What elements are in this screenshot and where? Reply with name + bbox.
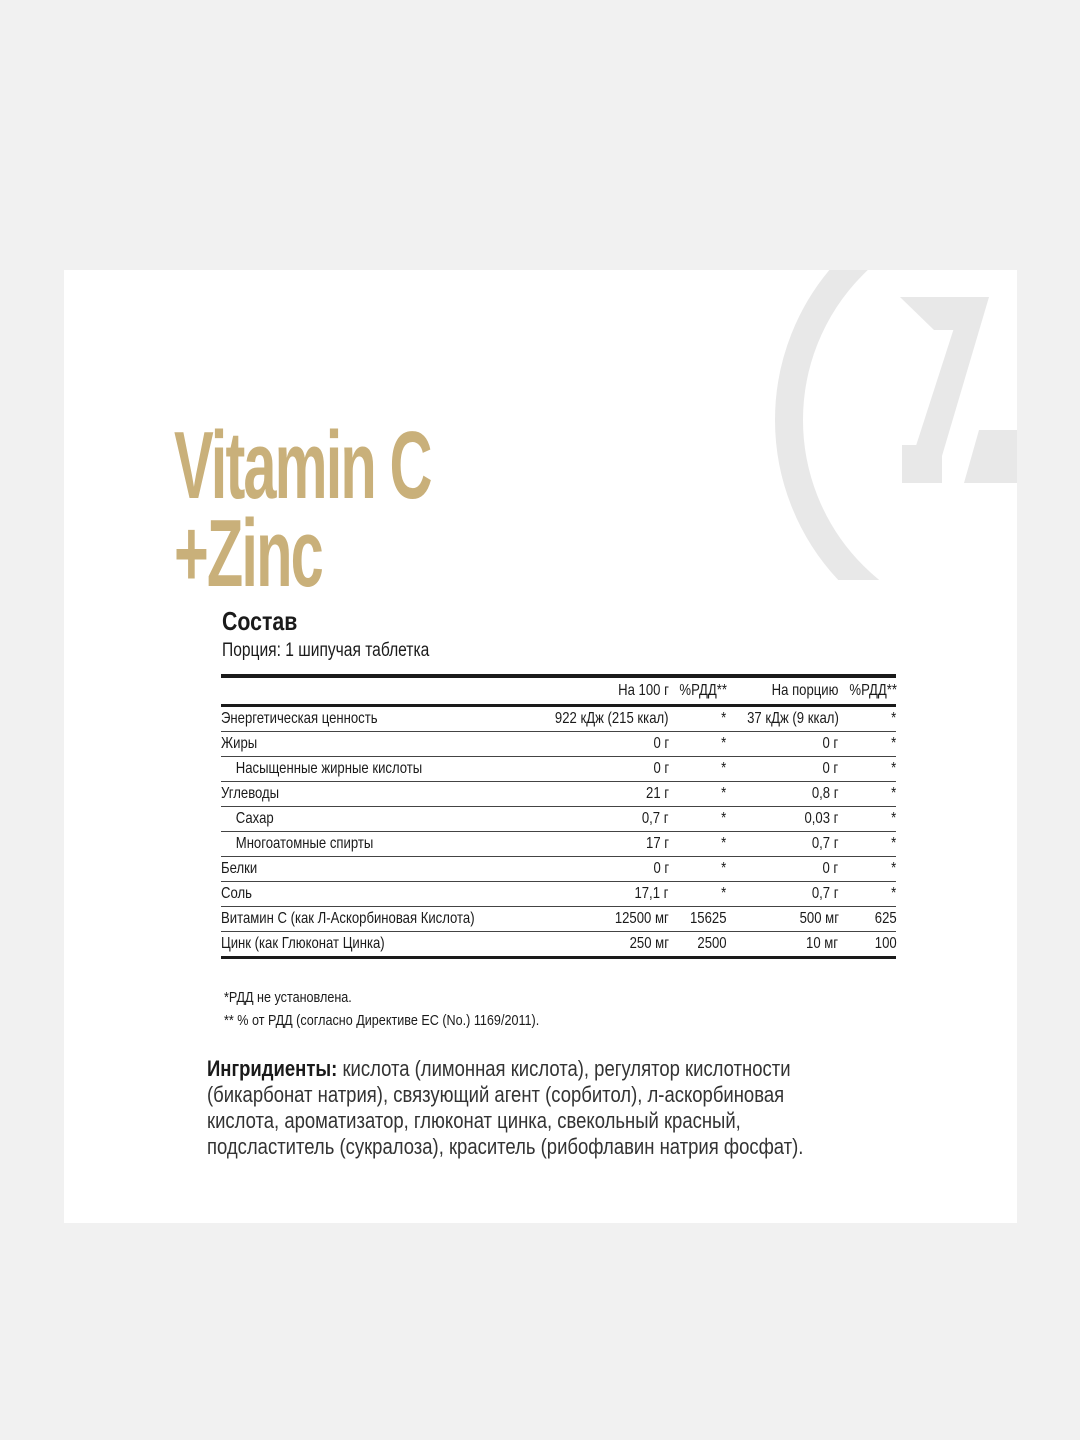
- table-cell-rdd-serving: 625: [839, 907, 897, 932]
- table-cell-rdd100: 2500: [669, 932, 727, 958]
- table-cell-rdd-serving: *: [839, 807, 897, 832]
- product-title: [174, 412, 588, 607]
- table-cell-per100: 0,7 г: [530, 807, 669, 832]
- table-cell-rdd-serving: *: [839, 832, 897, 857]
- table-cell-per100: 250 мг: [530, 932, 669, 958]
- table-cell-rdd100: 15625: [669, 907, 727, 932]
- table-row: [221, 706, 896, 732]
- table-cell-name: Сахар: [221, 807, 530, 832]
- table-cell-name: Витамин С (как Л-Аскорбиновая Кислота): [221, 907, 530, 932]
- table-cell-per-serving: 37 кДж (9 ккал): [727, 706, 839, 732]
- table-cell-per-serving: 0,8 г: [727, 782, 839, 807]
- portion-info: Порция: 1 шипучая таблетка: [222, 640, 430, 661]
- table-cell-name: Насыщенные жирные кислоты: [221, 757, 530, 782]
- table-cell-per100: 0 г: [530, 732, 669, 757]
- table-cell-rdd-serving: *: [839, 857, 897, 882]
- table-cell-per-serving: 0,03 г: [727, 807, 839, 832]
- footnotes: [224, 986, 539, 1032]
- table-header-per100: На 100 г: [618, 682, 669, 699]
- table-cell-rdd-serving: *: [839, 882, 897, 907]
- table-cell-rdd-serving: *: [839, 757, 897, 782]
- table-cell-name: Жиры: [221, 732, 530, 757]
- table-cell-name: Углеводы: [221, 782, 530, 807]
- table-cell-name: Энергетическая ценность: [221, 706, 530, 732]
- table-cell-per-serving: 10 мг: [727, 932, 839, 958]
- table-cell-rdd100: *: [669, 882, 727, 907]
- table-cell-per100: 922 кДж (215 ккал): [530, 706, 669, 732]
- ingredients-line: [207, 1056, 829, 1082]
- table-cell-rdd100: *: [669, 757, 727, 782]
- table-cell-per-serving: 0 г: [727, 732, 839, 757]
- table-cell-rdd100: *: [669, 732, 727, 757]
- table-header-name: [221, 676, 530, 706]
- table-row: [221, 782, 896, 807]
- table-header-per-serving: На порцию: [771, 682, 839, 699]
- table-cell-rdd-serving: *: [839, 706, 897, 732]
- table-cell-rdd-serving: 100: [839, 932, 897, 958]
- brand-logo-icon: [764, 270, 1017, 580]
- table-header-rdd100: %РДД**: [679, 682, 727, 699]
- table-cell-per-serving: 500 мг: [727, 907, 839, 932]
- table-cell-rdd-serving: *: [839, 732, 897, 757]
- ingredients-text: [207, 1056, 829, 1160]
- ingredients-line: подсластитель (сукралоза), краситель (рибофлавин натрия фосфат).: [207, 1134, 804, 1159]
- table-cell-name: Цинк (как Глюконат Цинка): [221, 932, 530, 958]
- ingredients-label: Ингридиенты:: [207, 1056, 338, 1081]
- table-header-rdd-serving: %РДД**: [848, 682, 897, 699]
- footnote-rdd-not-set: *РДД не установлена.: [224, 989, 352, 1006]
- table-cell-per100: 17 г: [530, 832, 669, 857]
- table-cell-per-serving: 0,7 г: [727, 832, 839, 857]
- table-cell-per100: 17,1 г: [530, 882, 669, 907]
- product-card: [64, 270, 1017, 1223]
- table-header-row: [221, 676, 896, 706]
- table-cell-rdd100: *: [669, 857, 727, 882]
- table-cell-rdd100: *: [669, 807, 727, 832]
- ingredients-line-text: кислота (лимонная кислота), регулятор кислотности: [337, 1056, 791, 1081]
- table-cell-per100: 21 г: [530, 782, 669, 807]
- footnote-rdd-directive: ** % от РДД (согласно Директиве ЕС (No.) 1169/2011).: [224, 1012, 540, 1029]
- table-cell-rdd-serving: *: [839, 782, 897, 807]
- table-cell-per100: 0 г: [530, 857, 669, 882]
- table-row: [221, 807, 896, 832]
- table-cell-per-serving: 0,7 г: [727, 882, 839, 907]
- table-cell-per100: 12500 мг: [530, 907, 669, 932]
- product-title-line2: +Zinc: [174, 500, 322, 607]
- nutrition-table: [221, 674, 896, 959]
- table-row: [221, 857, 896, 882]
- table-cell-rdd100: *: [669, 782, 727, 807]
- table-cell-per-serving: 0 г: [727, 857, 839, 882]
- ingredients-line: кислота, ароматизатор, глюконат цинка, свекольный красный,: [207, 1108, 741, 1133]
- table-cell-rdd100: *: [669, 832, 727, 857]
- table-cell-per-serving: 0 г: [727, 757, 839, 782]
- table-row: [221, 932, 896, 958]
- table-cell-name: Соль: [221, 882, 530, 907]
- table-row: [221, 732, 896, 757]
- ingredients-line: (бикарбонат натрия), связующий агент (сорбитол), л-аскорбиновая: [207, 1082, 785, 1107]
- table-cell-per100: 0 г: [530, 757, 669, 782]
- product-title-line1: Vitamin C: [174, 412, 431, 519]
- table-row: [221, 832, 896, 857]
- table-row: [221, 757, 896, 782]
- table-cell-name: Многоатомные спирты: [221, 832, 530, 857]
- table-cell-rdd100: *: [669, 706, 727, 732]
- table-row: [221, 907, 896, 932]
- composition-heading: Состав: [222, 606, 298, 636]
- table-cell-name: Белки: [221, 857, 530, 882]
- table-row: [221, 882, 896, 907]
